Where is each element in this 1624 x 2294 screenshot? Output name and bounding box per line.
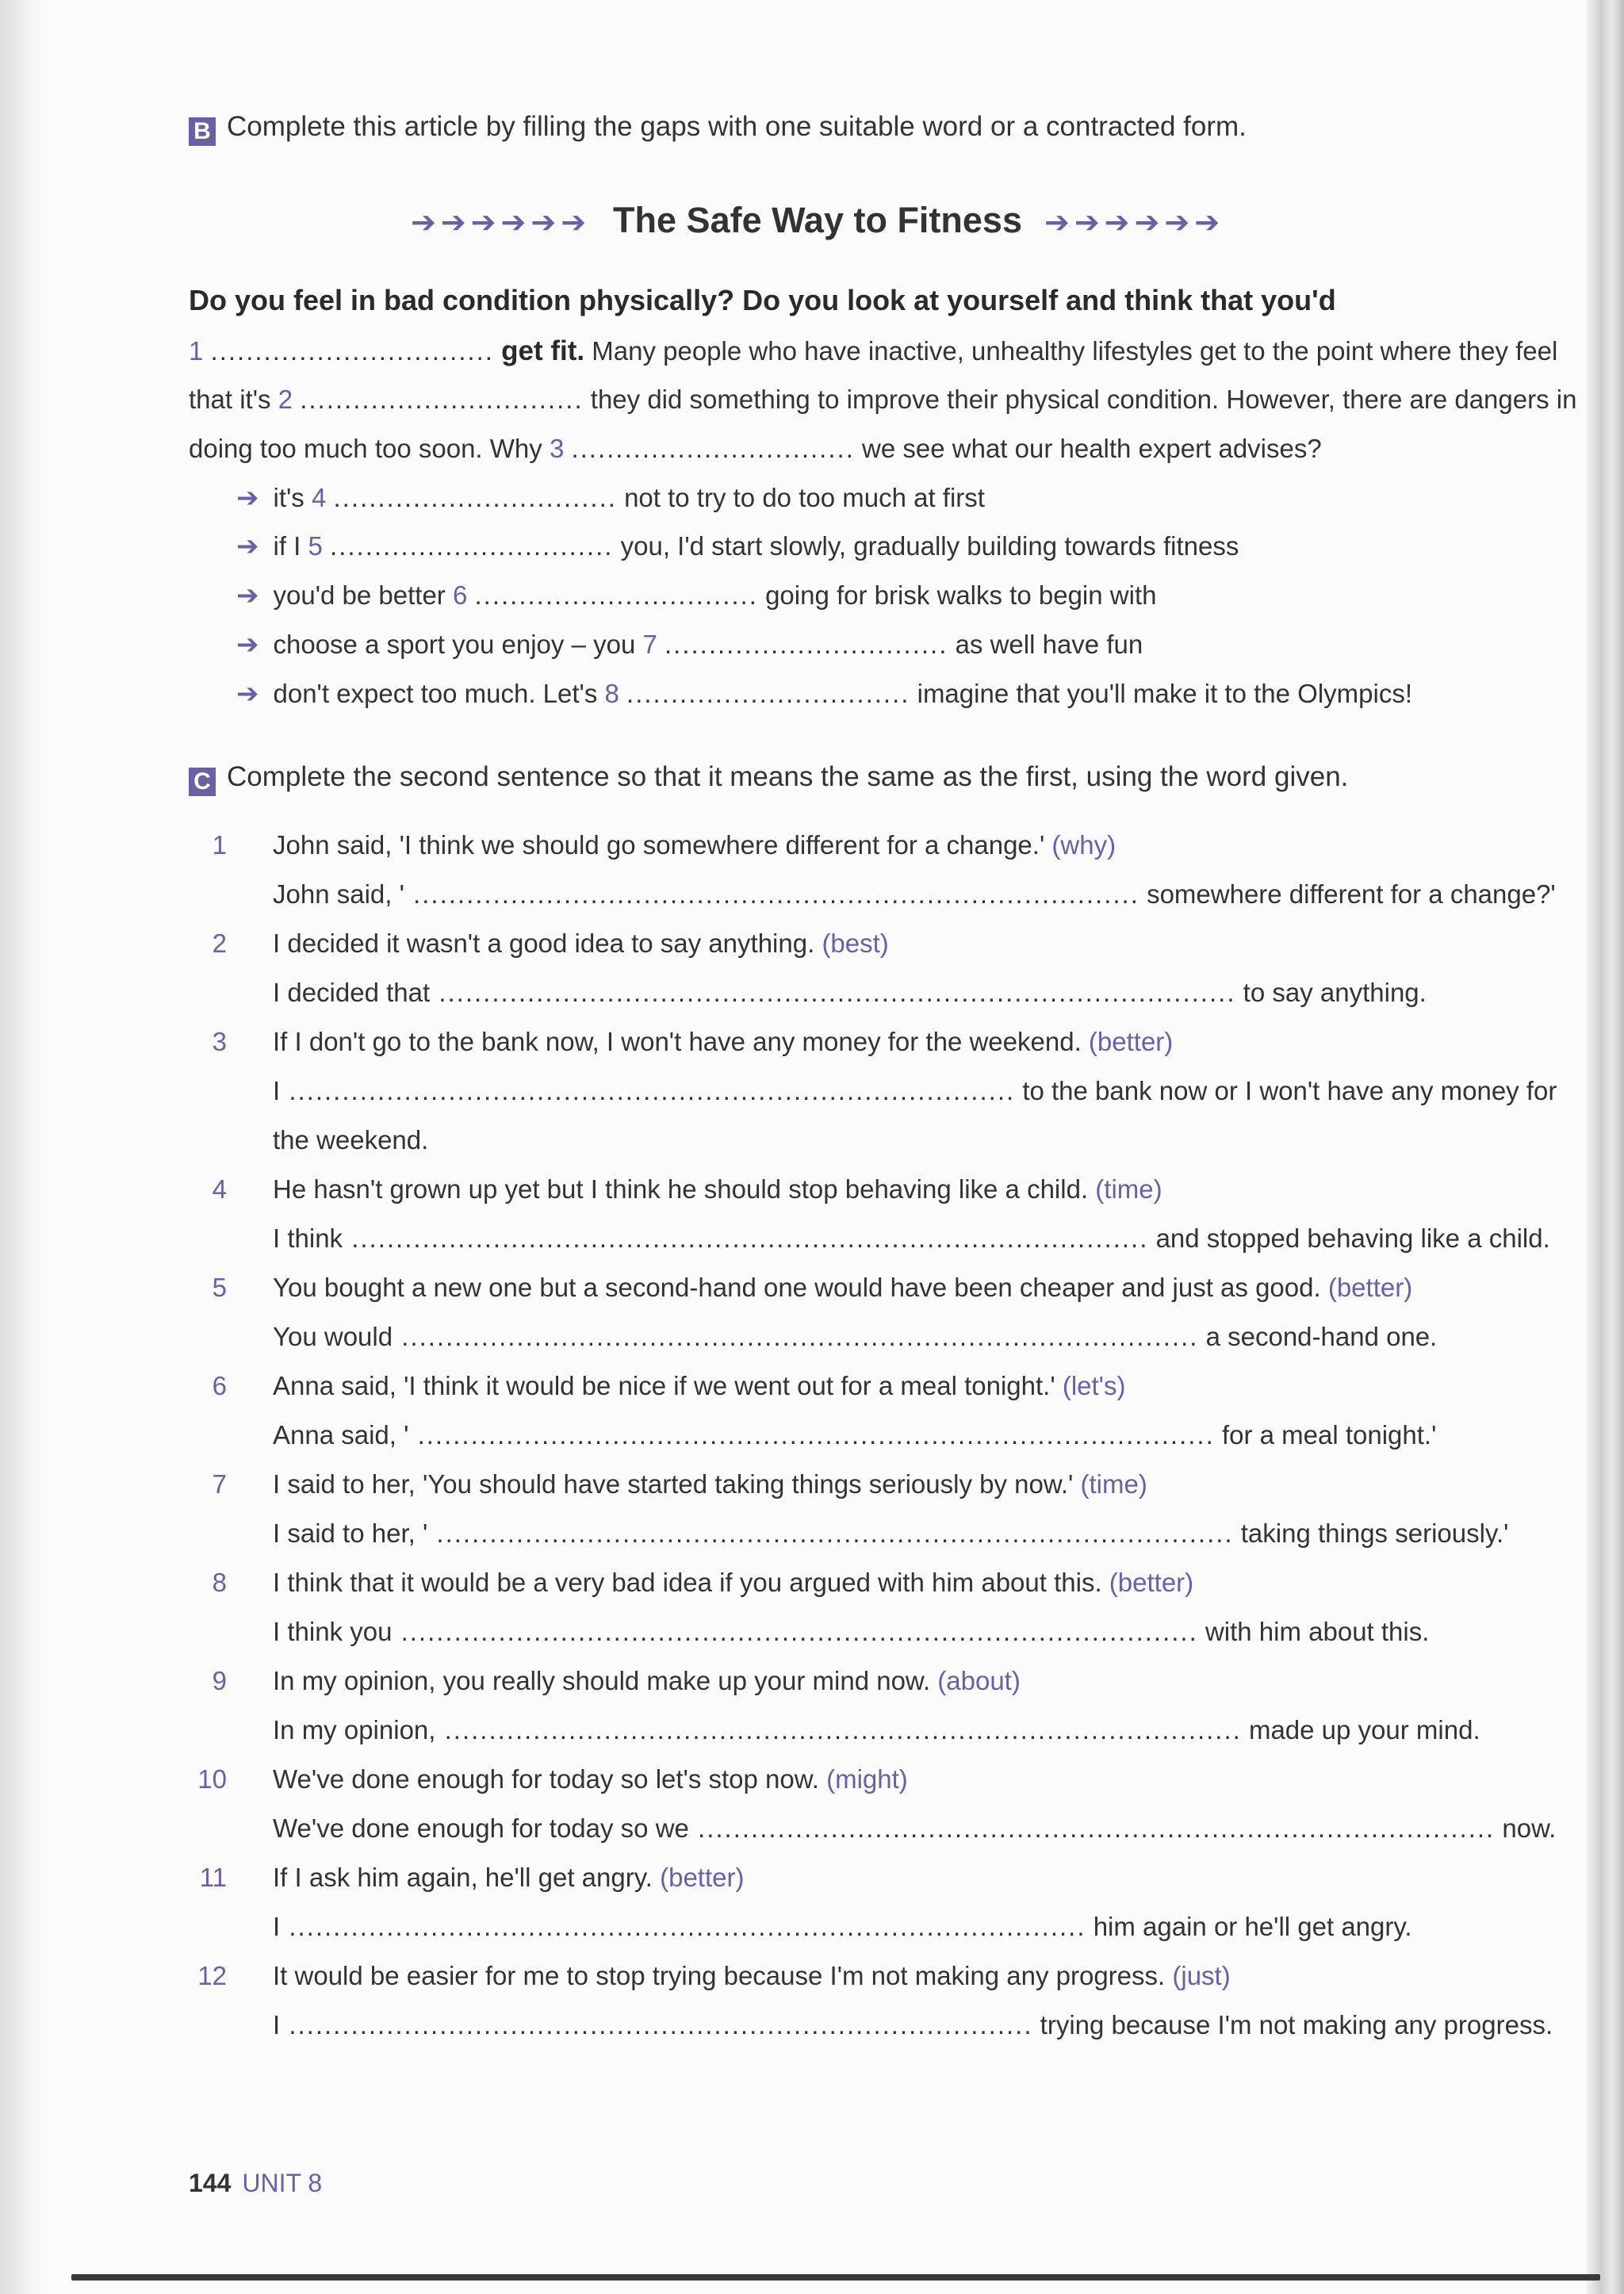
arrow-icon: ➔ [236,580,259,611]
section-b-instruction-text: Complete this article by filling the gaps with one suitable word or a contracted form. [227,111,1247,142]
bold-phrase: get fit. [501,335,585,366]
advice-item [236,580,1156,611]
arrow-icon: ➔ [236,679,259,709]
answer-gap[interactable]: .................................................................................. [404,879,1139,909]
sentence-text: If I don't go to the bank now, I won't have any money for the weekend. [273,1027,1082,1056]
section-c-instruction [189,761,1348,796]
answer-line [273,1617,1429,1647]
item-sentence [273,1568,1193,1598]
advice-text: choose a sport you enjoy – you [273,630,636,659]
item-number: 12 [197,1961,227,1990]
advice-item [236,530,1239,562]
answer-gap[interactable]: .......................................................................................... [392,1617,1198,1646]
key-word: (why) [1051,830,1116,860]
item-number: 4 [212,1174,227,1204]
item-sentence [273,1863,744,1893]
item-sentence [273,1961,1231,1991]
item-number: 10 [197,1764,227,1794]
item-number: 1 [212,830,227,860]
answer-suffix: now. [1502,1813,1557,1843]
item-sentence [273,1174,1162,1204]
arrow-icon: ➔ [236,531,259,561]
item-sentence [273,1666,1021,1696]
key-word: (just) [1172,1961,1231,1990]
answer-prefix: In my opinion, [273,1715,436,1744]
advice-text: it's [273,483,304,512]
item-number: 5 [212,1273,227,1302]
item-sentence [273,929,889,959]
answer-gap[interactable]: .......................................................................................... [427,1518,1234,1548]
answer-gap[interactable]: .......................................................................................... [430,978,1236,1007]
answer-suffix: somewhere different for a change?' [1147,879,1556,909]
item-number: 3 [212,1027,227,1056]
article-text: that it's [189,385,271,414]
advice-text: as well have fun [955,630,1143,659]
answer-gap[interactable]: .................................................................................. [280,1076,1016,1105]
gap-number: 7 [642,630,657,659]
section-b-letter: B [189,117,216,146]
arrow-icon: ➔ [236,483,259,513]
gap-5[interactable]: ................................ [330,531,614,561]
item-number: 7 [212,1469,227,1499]
answer-prefix: I said to her, ' [273,1518,428,1548]
answer-prefix: I [273,1076,281,1105]
key-word: (better) [1088,1027,1174,1056]
article-title-row [411,200,1224,241]
article-text: Many people who have inactive, unhealthy lifestyles get to the point where they feel [592,336,1558,366]
advice-text: you, I'd start slowly, gradually building towards fitness [620,531,1239,561]
article-text: doing too much too soon. Why [189,434,542,463]
sentence-text: He hasn't grown up yet but I think he should stop behaving like a child. [273,1174,1089,1204]
sentence-text: If I ask him again, he'll get angry. [273,1863,653,1892]
unit-label: UNIT 8 [242,2169,323,2197]
gap-4[interactable]: ................................ [333,483,617,512]
answer-gap[interactable]: .......................................................................................... [688,1813,1496,1843]
page-bottom-edge [71,2274,1600,2281]
answer-continuation: the weekend. [273,1125,429,1155]
answer-gap[interactable]: .......................................................................................... [393,1322,1199,1351]
section-b-instruction [189,111,1247,146]
answer-line [273,1076,1557,1106]
item-sentence [273,1027,1173,1057]
sentence-text: I think that it would be a very bad idea if you argued with him about this. [273,1568,1102,1597]
answer-suffix: to the bank now or I won't have any money for [1022,1076,1557,1105]
sentence-text: John said, 'I think we should go somewhere different for a change.' [273,830,1045,860]
answer-line [273,1813,1556,1844]
sentence-text: Anna said, 'I think it would be nice if we went out for a meal tonight.' [273,1371,1055,1400]
item-number: 2 [212,929,227,958]
answer-line [273,879,1556,910]
key-word: (about) [937,1666,1021,1695]
key-word: (time) [1095,1174,1162,1204]
answer-line [273,1518,1508,1549]
gap-number: 6 [452,580,468,610]
key-word: (better) [660,1863,745,1892]
advice-item [236,678,1412,710]
answer-line [273,1912,1412,1942]
advice-text: don't expect too much. Let's [273,679,598,708]
item-number: 6 [212,1371,227,1400]
item-number: 9 [212,1666,227,1695]
answer-line [273,1715,1480,1745]
key-word: (better) [1109,1568,1194,1597]
page-edge [1586,0,1624,2294]
key-word: (best) [822,929,889,958]
answer-suffix: to say anything. [1243,978,1427,1007]
answer-suffix: trying because I'm not making any progress. [1040,2010,1553,2039]
answer-line [273,1322,1437,1352]
binding-shadow [0,0,56,2294]
answer-suffix: made up your mind. [1248,1715,1480,1744]
item-sentence [273,1273,1412,1303]
answer-line [273,978,1427,1008]
gap-number: 8 [604,679,619,708]
sentence-text: In my opinion, you really should make up your mind now. [273,1666,931,1695]
advice-text: not to try to do too much at first [624,483,985,512]
article-text: we see what our health expert advises? [862,434,1322,463]
key-word: (better) [1327,1273,1413,1302]
answer-suffix: and stopped behaving like a child. [1155,1224,1550,1253]
answer-suffix: taking things seriously.' [1240,1518,1509,1548]
answer-prefix: I decided that [273,978,431,1007]
item-sentence [273,1371,1125,1401]
gap-2[interactable]: ................................ [300,385,584,414]
article-intro: Do you feel in bad condition physically? Do you look at yourself and think that you'd [189,284,1336,316]
item-sentence [273,1469,1147,1499]
answer-prefix: John said, ' [273,879,404,909]
page-footer [189,2169,322,2198]
arrow-icon: ➔ [236,630,259,660]
key-word: (let's) [1062,1371,1126,1400]
section-c-instruction-text: Complete the second sentence so that it means the same as the first, using the word given. [227,761,1349,792]
article-line-2 [189,385,1576,415]
answer-prefix: We've done enough for today so we [273,1813,689,1843]
advice-item [236,482,985,514]
item-number: 11 [199,1863,227,1892]
article-title: The Safe Way to Fitness [613,200,1022,240]
item-sentence [273,1764,908,1794]
answer-suffix: for a meal tonight.' [1221,1420,1437,1450]
gap-3[interactable]: ................................ [571,434,855,463]
section-c-letter: C [189,768,216,796]
answer-gap[interactable]: .......................................................................................... [343,1224,1149,1253]
answer-suffix: a second-hand one. [1205,1322,1438,1351]
answer-prefix: I think you [273,1617,393,1646]
gap-6[interactable]: ................................ [474,580,758,610]
key-word: (might) [826,1764,908,1794]
answer-line [273,1224,1550,1254]
answer-line [273,1420,1436,1450]
gap-8[interactable]: ................................ [626,679,910,708]
advice-text: imagine that you'll make it to the Olympics! [917,679,1412,708]
title-arrows-left: ➔➔➔➔➔➔ [411,206,592,239]
sentence-text: We've done enough for today so let's stop now. [273,1764,819,1794]
gap-number: 3 [549,434,565,463]
answer-suffix: with him about this. [1205,1617,1430,1646]
article-line-3 [189,434,1322,464]
answer-prefix: I think [273,1224,343,1253]
answer-gap[interactable]: .......................................................................................... [408,1420,1215,1450]
key-word: (time) [1080,1469,1147,1499]
answer-prefix: Anna said, ' [273,1420,409,1450]
sentence-text: I said to her, 'You should have started taking things seriously by now.' [273,1469,1074,1499]
answer-suffix: him again or he'll get angry. [1093,1912,1412,1941]
advice-text: you'd be better [273,580,446,610]
answer-prefix: I [273,2010,281,2039]
title-arrows-right: ➔➔➔➔➔➔ [1044,206,1225,239]
gap-number: 4 [311,483,327,512]
sentence-text: I decided it wasn't a good idea to say anything. [273,929,815,958]
article-text: they did something to improve their physical condition. However, there are dangers in [590,385,1577,414]
sentence-text: It would be easier for me to stop trying because I'm not making any progress. [273,1961,1166,1990]
article-line-1 [189,335,1557,367]
answer-prefix: I [273,1912,281,1941]
item-sentence [273,830,1116,860]
gap-number: 2 [278,385,293,414]
advice-item [236,629,1143,661]
gap-7[interactable]: ................................ [665,630,948,659]
answer-gap[interactable]: .................................................................................... [280,2010,1033,2039]
answer-prefix: You would [273,1322,393,1351]
answer-gap[interactable]: .......................................................................................... [280,1912,1086,1941]
item-number: 8 [212,1568,227,1597]
advice-text: going for brisk walks to begin with [765,580,1157,610]
answer-gap[interactable]: .......................................................................................... [435,1715,1242,1744]
gap-number: 1 [189,336,204,366]
advice-text: if I [273,531,301,561]
answer-line [273,2010,1553,2040]
gap-number: 5 [308,531,323,561]
gap-1[interactable]: ................................ [210,336,494,366]
sentence-text: You bought a new one but a second-hand one would have been cheaper and just as good. [273,1273,1321,1302]
page-number: 144 [189,2169,232,2197]
